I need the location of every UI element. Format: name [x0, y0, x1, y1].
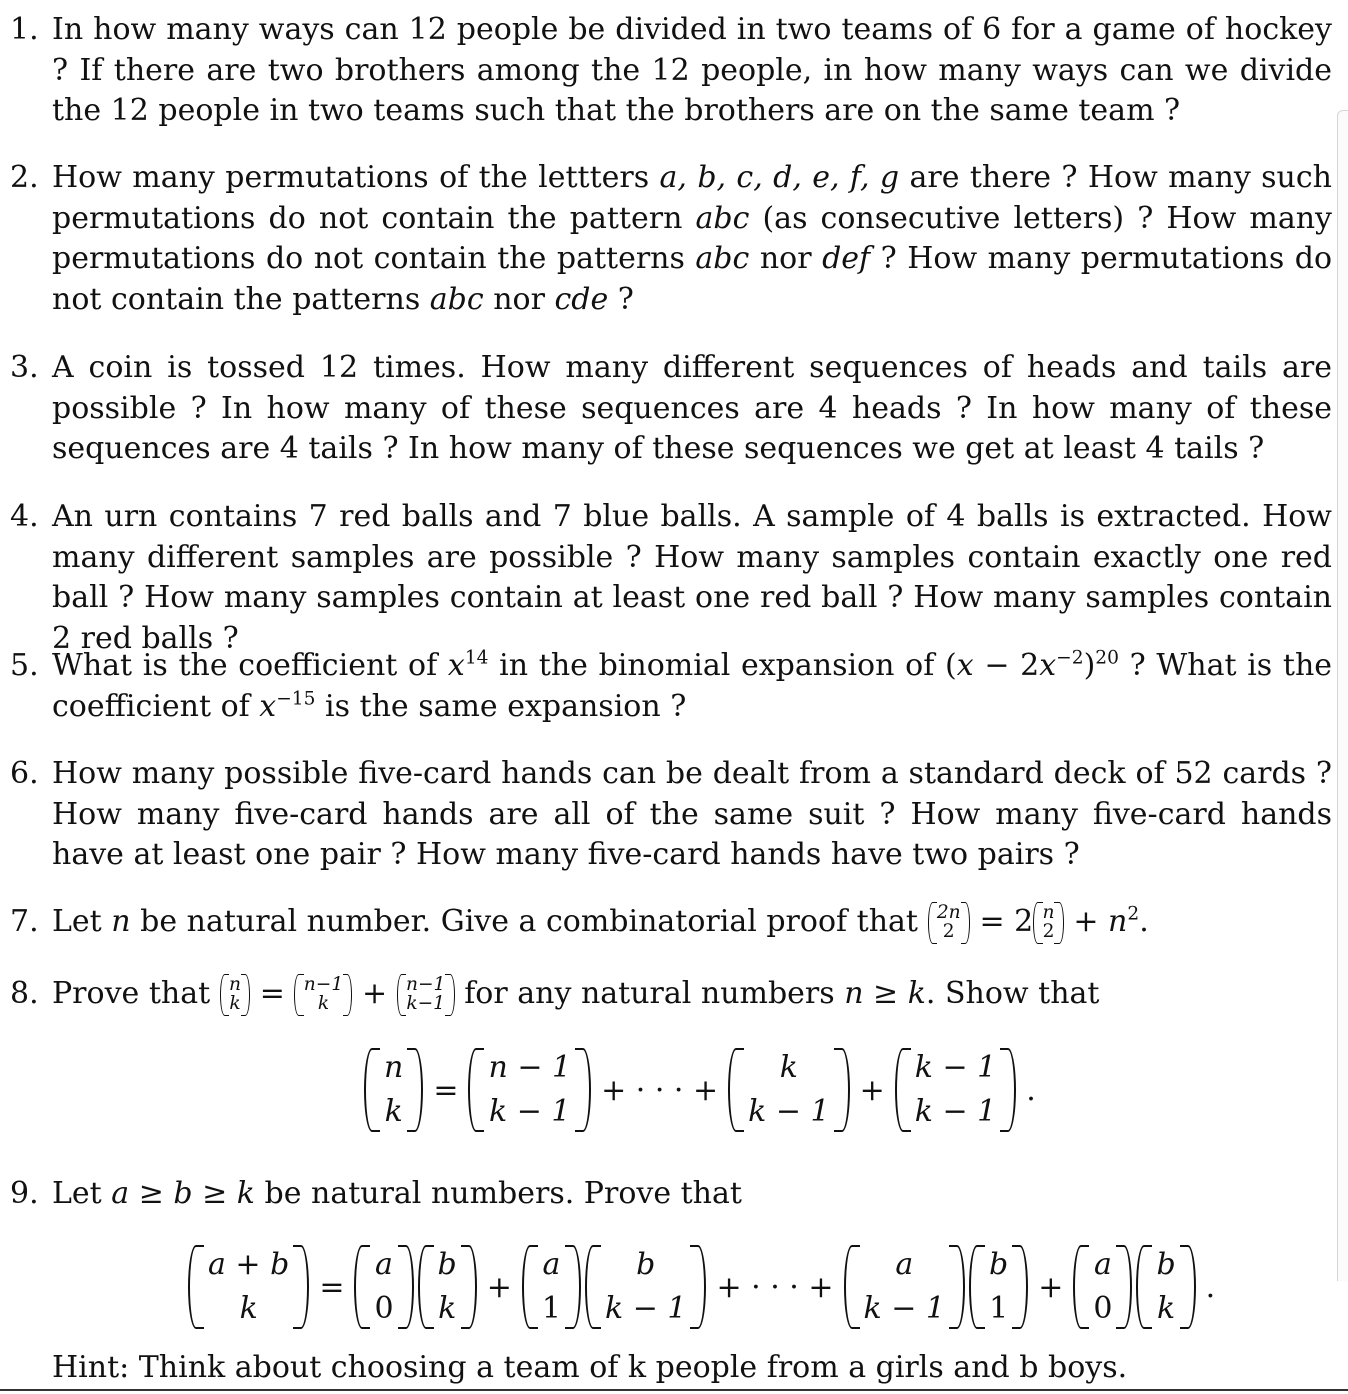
display-equation-8: n k = n − 1 k − 1 + · · · + k k − 1 + k − 1 k − 1 .: [362, 1046, 1044, 1134]
problem-text: How many permutations of the lettters a, b, c, d, e, f, g are there ? How many such permutations do not contain the pattern abc (as consecutive letters) ? How many permutations do not contain the patterns abc nor def ? How many permutations do not contain the patterns abc nor cde ?: [52, 160, 1333, 317]
problem-number: 1.: [10, 12, 39, 47]
hint-text: Hint: Think about choosing a team of k people from a girls and b boys.: [52, 1350, 1128, 1385]
problem-number: 4.: [10, 499, 39, 534]
problem-text: In how many ways can 12 people be divided in two teams of 6 for a game of hockey ? If there are two brothers among the 12 people, in how many ways can we divide the 12 people in two teams such that the brothers are on the same team ?: [52, 12, 1332, 128]
problem-number: 7.: [10, 904, 39, 939]
problem-text: A coin is tossed 12 times. How many different sequences of heads and tails are possible ? In how many of these sequences are 4 heads ? In how many of these sequences are 4 tails ? In how many of these sequences we get at least 4 tails ?: [52, 350, 1332, 466]
problem-number: 5.: [10, 648, 39, 683]
problem-4: [10, 497, 1332, 659]
problem-text: Prove that n k = n−1 k + n−1 k−1 for any natural numbers n ≥ k. Show that: [52, 974, 1100, 1014]
binomial: k k − 1: [726, 1046, 851, 1134]
binomial: b k − 1: [583, 1243, 708, 1331]
problem-3: [10, 348, 1332, 470]
binomial: n−1 k: [294, 976, 352, 1013]
binomial: a 0: [352, 1243, 415, 1331]
problem-text: Let n be natural number. Give a combinatorial proof that 2n 2 = 2 n 2 + $n^2$.: [52, 902, 1149, 942]
problem-text: How many possible five-card hands can be dealt from a standard deck of 52 cards ? How many five-card hands are all of the same suit ? How many five-card hands have at least one pair ? How many five-card hands have two pairs ?: [52, 756, 1332, 872]
binomial: a 0: [1071, 1243, 1134, 1331]
binomial: 2n 2: [928, 904, 970, 941]
binomial: b k: [1134, 1243, 1197, 1331]
binomial: n k: [220, 976, 251, 1013]
problem-9: [10, 1174, 1332, 1215]
problem-number: 3.: [10, 350, 39, 385]
binomial: n 2: [1033, 904, 1064, 941]
problem-7: [10, 902, 1332, 943]
divider: [0, 1389, 1348, 1391]
problem-6: [10, 754, 1332, 876]
display-equation-9: a + b k = a 0 b k + a 1 b k − 1 + · · · + a k − 1 b 1 + a 0 b k .: [186, 1243, 1223, 1331]
problem-5: [10, 646, 1332, 727]
binomial: n − 1 k − 1: [466, 1046, 593, 1134]
problem-1: [10, 10, 1332, 132]
binomial: b k: [416, 1243, 479, 1331]
binomial: k − 1 k − 1: [893, 1046, 1018, 1134]
binomial: a 1: [520, 1243, 583, 1331]
binomial: b 1: [967, 1243, 1030, 1331]
problem-2: [10, 158, 1332, 320]
binomial: a + b k: [186, 1243, 311, 1331]
binomial: a k − 1: [842, 1243, 967, 1331]
problem-text: What is the coefficient of $x^{14}$ in the binomial expansion of $(x - 2x^{-2})^{20}$ ? What is the coefficient of $x^{-15}$ is the same expansion ?: [52, 647, 1333, 724]
problem-number: 6.: [10, 756, 39, 791]
problem-text: Let a ≥ b ≥ k be natural numbers. Prove that: [52, 1176, 742, 1211]
problem-number: 8.: [10, 976, 39, 1011]
problem-8: [10, 974, 1332, 1015]
scrollbar[interactable]: [1337, 110, 1348, 1281]
binomial: n k: [362, 1046, 425, 1134]
binomial: n−1 k−1: [397, 976, 455, 1013]
problem-number: 9.: [10, 1176, 39, 1211]
problem-text: An urn contains 7 red balls and 7 blue balls. A sample of 4 balls is extracted. How many different samples are possible ? How many samples contain exactly one red ball ? How many samples contain at least one red ball ? How many samples contain 2 red balls ?: [52, 499, 1332, 656]
problem-number: 2.: [10, 160, 39, 195]
